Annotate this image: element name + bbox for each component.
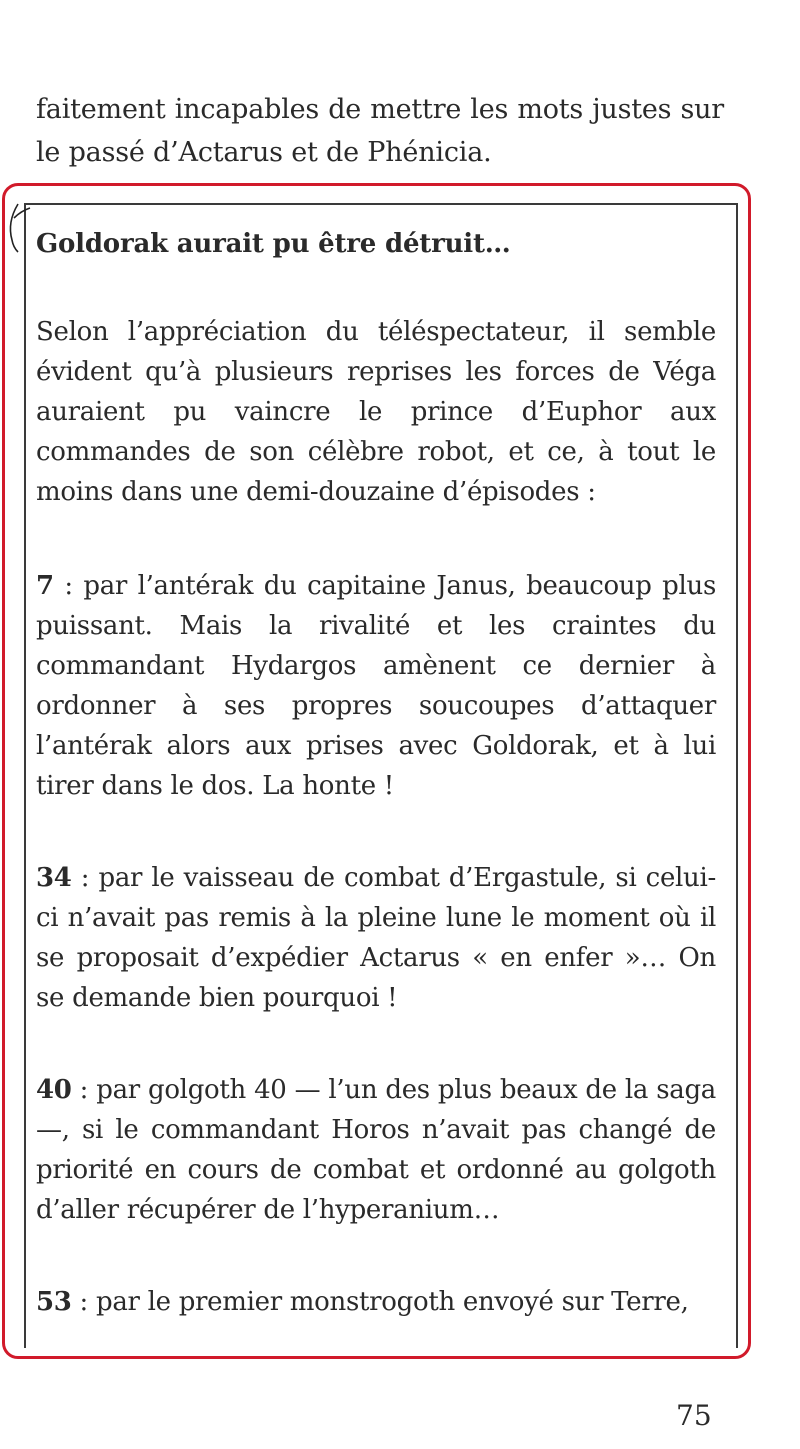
episode-text: : par l’antérak du capitaine Janus, beaucoup plus puissant. Mais la rivalité et les craintes du commandant Hydargos amènent ce dernier à ordonner à ses propres soucoupes d’attaquer l’antérak alors aux prises avec Goldorak, et à lui tirer dans le dos. La honte !: [36, 571, 716, 801]
episode-number: 40: [36, 1075, 72, 1105]
episode-entry: [36, 1070, 716, 1230]
pen-check-mark-icon: [4, 200, 34, 260]
box-title: Goldorak aurait pu être détruit…: [36, 229, 511, 259]
episode-entry: [36, 1282, 716, 1322]
page-number: 75: [676, 1399, 712, 1432]
episode-number: 53: [36, 1287, 72, 1317]
episode-number: 7: [36, 571, 54, 601]
paragraph-text: Selon l’appréciation du téléspectateur, il semble évident qu’à plusieurs reprises les forces de Véga auraient pu vaincre le prince d’Euphor aux commandes de son célèbre robot, et ce, à tout le moins dans une demi-douzaine d’épisodes :: [36, 317, 716, 507]
episode-entry: [36, 566, 716, 806]
episode-text: : par le vaisseau de combat d’Ergastule, si celui-ci n’avait pas remis à la pleine lune le moment où il se proposait d’expédier Actarus « en enfer »… On se demande bien pourquoi !: [36, 863, 716, 1013]
box-paragraph-intro: [36, 312, 716, 512]
intro-paragraph: faitement incapables de mettre les mots justes sur le passé d’Actarus et de Phénicia.: [36, 94, 724, 168]
episode-entry: [36, 858, 716, 1018]
episode-text: : par golgoth 40 — l’un des plus beaux de la saga —, si le commandant Horos n’avait pas changé de priorité en cours de combat et ordonné au golgoth d’aller récupérer de l’hyperanium…: [36, 1075, 716, 1225]
episode-text: : par le premier monstrogoth envoyé sur Terre,: [71, 1287, 689, 1317]
episode-number: 34: [36, 863, 72, 893]
